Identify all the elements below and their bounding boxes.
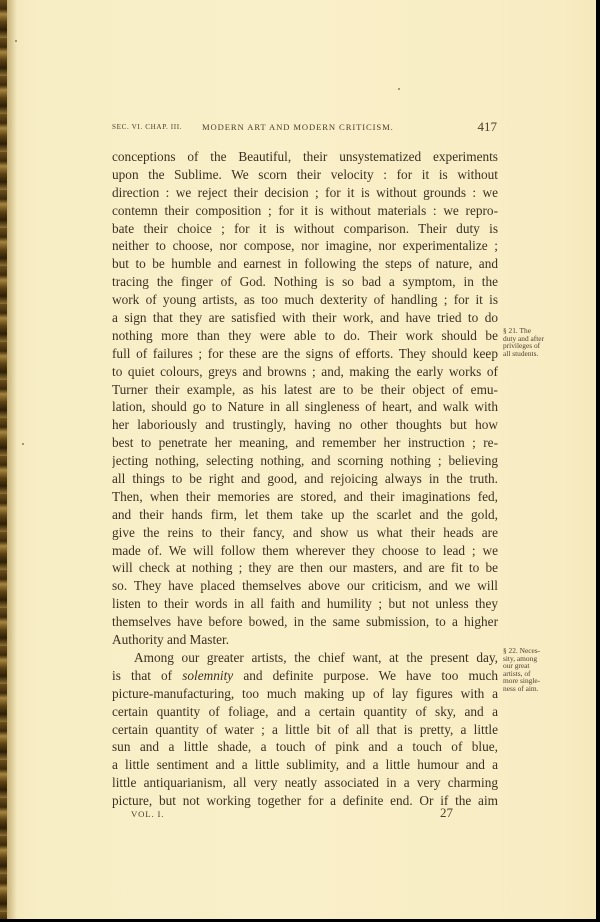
margin-note-line: § 21. The xyxy=(503,326,531,335)
text-line: conceptions of the Beautiful, their unsystematized experiments xyxy=(112,149,498,164)
margin-note-line: duty and after xyxy=(503,333,545,343)
signature-mark: 27 xyxy=(440,805,453,820)
margin-note-line: § 22. Neces- xyxy=(503,646,541,655)
text-line: little antiquarianism, all very neatly associated in a very charming xyxy=(112,775,498,791)
text-span: and definite purpose. We have too much xyxy=(233,667,498,683)
binding-shadow xyxy=(7,0,17,919)
text-line: lation, should go to Nature in all singleness of heart, and walk with xyxy=(112,399,498,415)
body-text xyxy=(112,148,498,810)
text-line: neither to choose, nor compose, nor imagine, nor experimentalize ; xyxy=(112,238,498,254)
text-line: listen to their words in all faith and humility ; but not unless they xyxy=(112,596,498,612)
text-line: contemn their composition ; for it is without materials : we repro- xyxy=(112,202,498,218)
text-line: nothing more than they were able to do. Their work should be xyxy=(112,327,498,343)
text-line: jecting nothing, selecting nothing, and scorning nothing ; believing xyxy=(112,453,498,469)
text-line: upon the Sublime. We scorn their velocity : for it is without xyxy=(112,166,498,182)
paper-speck xyxy=(15,40,17,42)
text-line: made of. We will follow them wherever they choose to lead ; we xyxy=(112,542,498,558)
text-line: bate their choice ; for it is without comparison. Their duty is xyxy=(112,220,498,236)
margin-note-line: ness of aim. xyxy=(503,683,539,693)
text-line: all things to be right and good, and rejoicing always in the truth. xyxy=(112,471,498,487)
running-head-section: SEC. VI. CHAP. III. xyxy=(112,123,183,131)
text-line: certain quantity of foliage, and a certain quantity of sky, and a xyxy=(112,703,498,719)
margin-note-section-21 xyxy=(503,327,567,357)
running-head xyxy=(112,120,497,136)
text-line: full of failures ; for these are the signs of efforts. They should keep xyxy=(112,345,498,361)
paragraph-2-line-with-emphasis xyxy=(112,667,498,685)
margin-note-line: artists, of xyxy=(503,668,531,678)
text-line: and their hands firm, let them take up the scarlet and the gold, xyxy=(112,506,498,522)
text-line: certain quantity of water ; a little bit of all that is pretty, a little xyxy=(112,721,498,737)
volume-label: VOL. I. xyxy=(131,809,165,819)
text-line: a sign that they are satisfied with their work, and have tried to do xyxy=(112,310,498,326)
page-number: 417 xyxy=(477,119,497,134)
text-line: work of young artists, as too much dexterity of handling ; for it is xyxy=(112,292,498,308)
margin-note-section-22 xyxy=(503,647,567,693)
text-line: Turner their example, as his latest are to be their object of emu- xyxy=(112,381,498,397)
margin-note-line: all students. xyxy=(503,348,539,358)
text-line: best to penetrate her meaning, and remember her instruction ; re- xyxy=(112,435,498,451)
margin-note-line: more single- xyxy=(503,676,541,686)
margin-note-line: privileges of xyxy=(503,341,541,351)
text-line: will check at nothing ; they are then our masters, and are fit to be xyxy=(112,560,498,576)
text-line: direction : we reject their decision ; for it is without grounds : we xyxy=(112,184,498,200)
text-line: Then, when their memories are stored, and their imaginations fed, xyxy=(112,488,498,504)
paper-speck xyxy=(22,443,24,445)
text-line: themselves have before bowed, in the same submission, to a higher xyxy=(112,614,498,630)
text-line: tracing the finger of God. Nothing is so bad a symptom, in the xyxy=(112,274,498,290)
text-line: picture, but not working together for a definite end. Or if the aim xyxy=(112,793,498,809)
margin-note-line: our great xyxy=(503,661,530,671)
paragraph-2-first-line: Among our greater artists, the chief want, at the present day, xyxy=(134,649,498,665)
paper-speck xyxy=(398,88,400,90)
text-line: a little sentiment and a little sublimity, and a little humour and a xyxy=(112,757,498,773)
text-line: but to be humble and earnest in following the steps of nature, and xyxy=(112,256,498,272)
text-line: give the reins to their fancy, and show us what their heads are xyxy=(112,524,498,540)
margin-note-line: sity, among xyxy=(503,653,538,663)
text-line: picture-manufacturing, too much making up of lay figures with a xyxy=(112,685,498,701)
emphasis-solemnity: solemnity xyxy=(182,667,234,683)
text-line: so. They have placed themselves above our criticism, and we will xyxy=(112,578,498,594)
text-span: is that of xyxy=(112,667,183,683)
running-head-title: MODERN ART AND MODERN CRITICISM. xyxy=(202,122,394,132)
text-line: Authority and Master. xyxy=(112,632,230,648)
text-line: her laboriously and trustingly, having no other thoughts but how xyxy=(112,417,498,433)
text-line: to quiet colours, greys and browns ; and, making the early works of xyxy=(112,363,498,379)
book-binding-edge xyxy=(0,0,7,919)
text-line: sun and a little shade, a touch of pink and a touch of blue, xyxy=(112,739,498,755)
